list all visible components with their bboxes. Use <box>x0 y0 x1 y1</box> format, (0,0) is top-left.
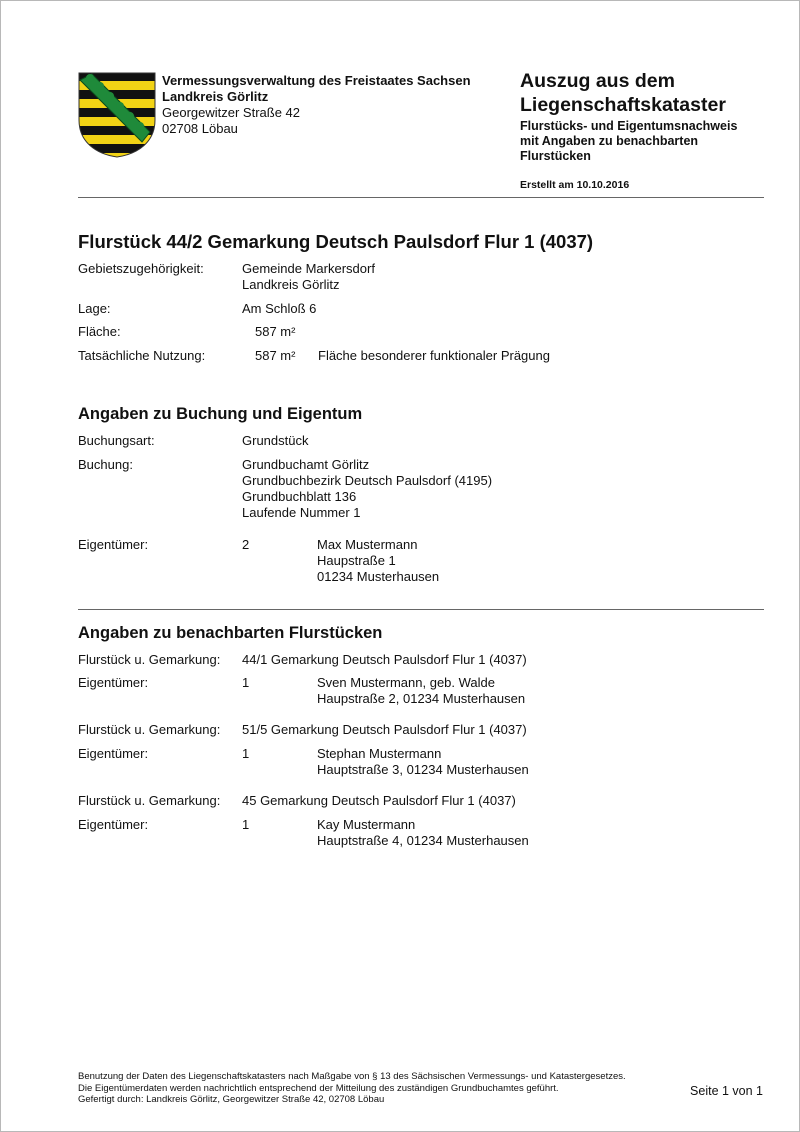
created-date: Erstellt am 10.10.2016 <box>520 179 630 191</box>
booking-type-label: Buchungsart: <box>78 433 155 448</box>
neighbor-owner-address: Haupstraße 2, 01234 Musterhausen <box>317 691 526 706</box>
booking-type-value: Grundstück <box>242 433 309 448</box>
booking-heading: Angaben zu Buchung und Eigentum <box>78 405 363 423</box>
neighbor-parcel-label: Flurstück u. Gemarkung: <box>78 652 221 667</box>
owner-city: 01234 Musterhausen <box>317 569 440 584</box>
footer-line-owner-data: Die Eigentümerdaten werden nachrichtlich entsprechend der Mitteilung des zuständigen Grundbuchamtes geführt. <box>78 1082 559 1094</box>
doc-subtitle-line-1: Flurstücks- und Eigentumsnachweis <box>520 119 738 133</box>
doc-title-line-1: Auszug aus dem <box>520 70 675 92</box>
neighbor-owner-number: 1 <box>242 746 250 761</box>
org-city: 02708 Löbau <box>162 121 238 136</box>
neighbors-heading: Angaben zu benachbarten Flurstücken <box>78 624 383 642</box>
neighbor-owner-name: Sven Mustermann, geb. Walde <box>317 675 495 690</box>
neighbor-owner-label: Eigentümer: <box>78 817 149 832</box>
neighbor-parcel-label: Flurstück u. Gemarkung: <box>78 793 221 808</box>
neighbor-owner-number: 1 <box>242 817 250 832</box>
neighbor-owner-address: Hauptstraße 4, 01234 Musterhausen <box>317 833 529 848</box>
organization-block <box>162 73 471 137</box>
header-divider <box>78 197 764 198</box>
usage-value: Fläche besonderer funktionaler Prägung <box>318 348 550 363</box>
location-label: Lage: <box>78 301 111 316</box>
footer-line-producer: Gefertigt durch: Landkreis Görlitz, Georgewitzer Straße 42, 02708 Löbau <box>78 1094 385 1105</box>
page-number: Seite 1 von 1 <box>690 1084 763 1098</box>
usage-label: Tatsächliche Nutzung: <box>78 348 206 363</box>
org-name: Vermessungsverwaltung des Freistaates Sachsen <box>162 73 471 88</box>
parcel-title: Flurstück 44/2 Gemarkung Deutsch Paulsdorf Flur 1 (4037) <box>78 231 594 252</box>
neighbor-parcel-value: 44/1 Gemarkung Deutsch Paulsdorf Flur 1 (4037) <box>242 652 527 667</box>
usage-area: 587 m² <box>255 348 296 363</box>
doc-title-line-2: Liegenschaftskataster <box>520 94 726 116</box>
neighbor-owner-label: Eigentümer: <box>78 675 149 690</box>
booking-serial-number: Laufende Nummer 1 <box>242 505 361 520</box>
area-membership-label: Gebietszugehörigkeit: <box>78 261 204 276</box>
org-street: Georgewitzer Straße 42 <box>162 105 301 120</box>
owner-name: Max Mustermann <box>317 537 418 552</box>
owner-street: Haupstraße 1 <box>317 553 396 568</box>
area-membership-municipality: Gemeinde Markersdorf <box>242 261 375 276</box>
footer-notes <box>78 1071 626 1106</box>
doc-subtitle-line-3: Flurstücken <box>520 149 591 163</box>
location-value: Am Schloß 6 <box>242 301 317 316</box>
neighbor-owner-label: Eigentümer: <box>78 746 149 761</box>
doc-subtitle <box>520 119 780 164</box>
neighbor-owner-name: Kay Mustermann <box>317 817 416 832</box>
booking-registry-district: Grundbuchbezirk Deutsch Paulsdorf (4195) <box>242 473 493 488</box>
neighbor-parcel-label: Flurstück u. Gemarkung: <box>78 722 221 737</box>
document-title-block <box>520 69 780 191</box>
neighbor-owner-name: Stephan Mustermann <box>317 746 442 761</box>
footer-line-usage: Benutzung der Daten des Liegenschaftskatasters nach Maßgabe von § 13 des Sächsischen Vermessungs- und Katastergesetzes. <box>78 1071 626 1082</box>
neighbor-owner-number: 1 <box>242 675 250 690</box>
booking-label: Buchung: <box>78 457 133 472</box>
org-district: Landkreis Görlitz <box>162 89 269 104</box>
area-label: Fläche: <box>78 324 121 339</box>
owner-label: Eigentümer: <box>78 537 149 552</box>
section-divider <box>78 609 764 610</box>
neighbor-parcel-value: 51/5 Gemarkung Deutsch Paulsdorf Flur 1 (4037) <box>242 722 527 737</box>
booking-registry-sheet: Grundbuchblatt 136 <box>242 489 357 504</box>
area-value: 587 m² <box>255 324 296 339</box>
neighbor-parcel-value: 45 Gemarkung Deutsch Paulsdorf Flur 1 (4037) <box>242 793 516 808</box>
area-membership-district: Landkreis Görlitz <box>242 277 340 292</box>
neighbor-owner-address: Hauptstraße 3, 01234 Musterhausen <box>317 762 529 777</box>
doc-subtitle-line-2: mit Angaben zu benachbarten <box>520 134 699 148</box>
booking-land-registry: Grundbuchamt Görlitz <box>242 457 370 472</box>
owner-number: 2 <box>242 537 250 552</box>
saxony-coat-of-arms-icon <box>78 72 156 158</box>
